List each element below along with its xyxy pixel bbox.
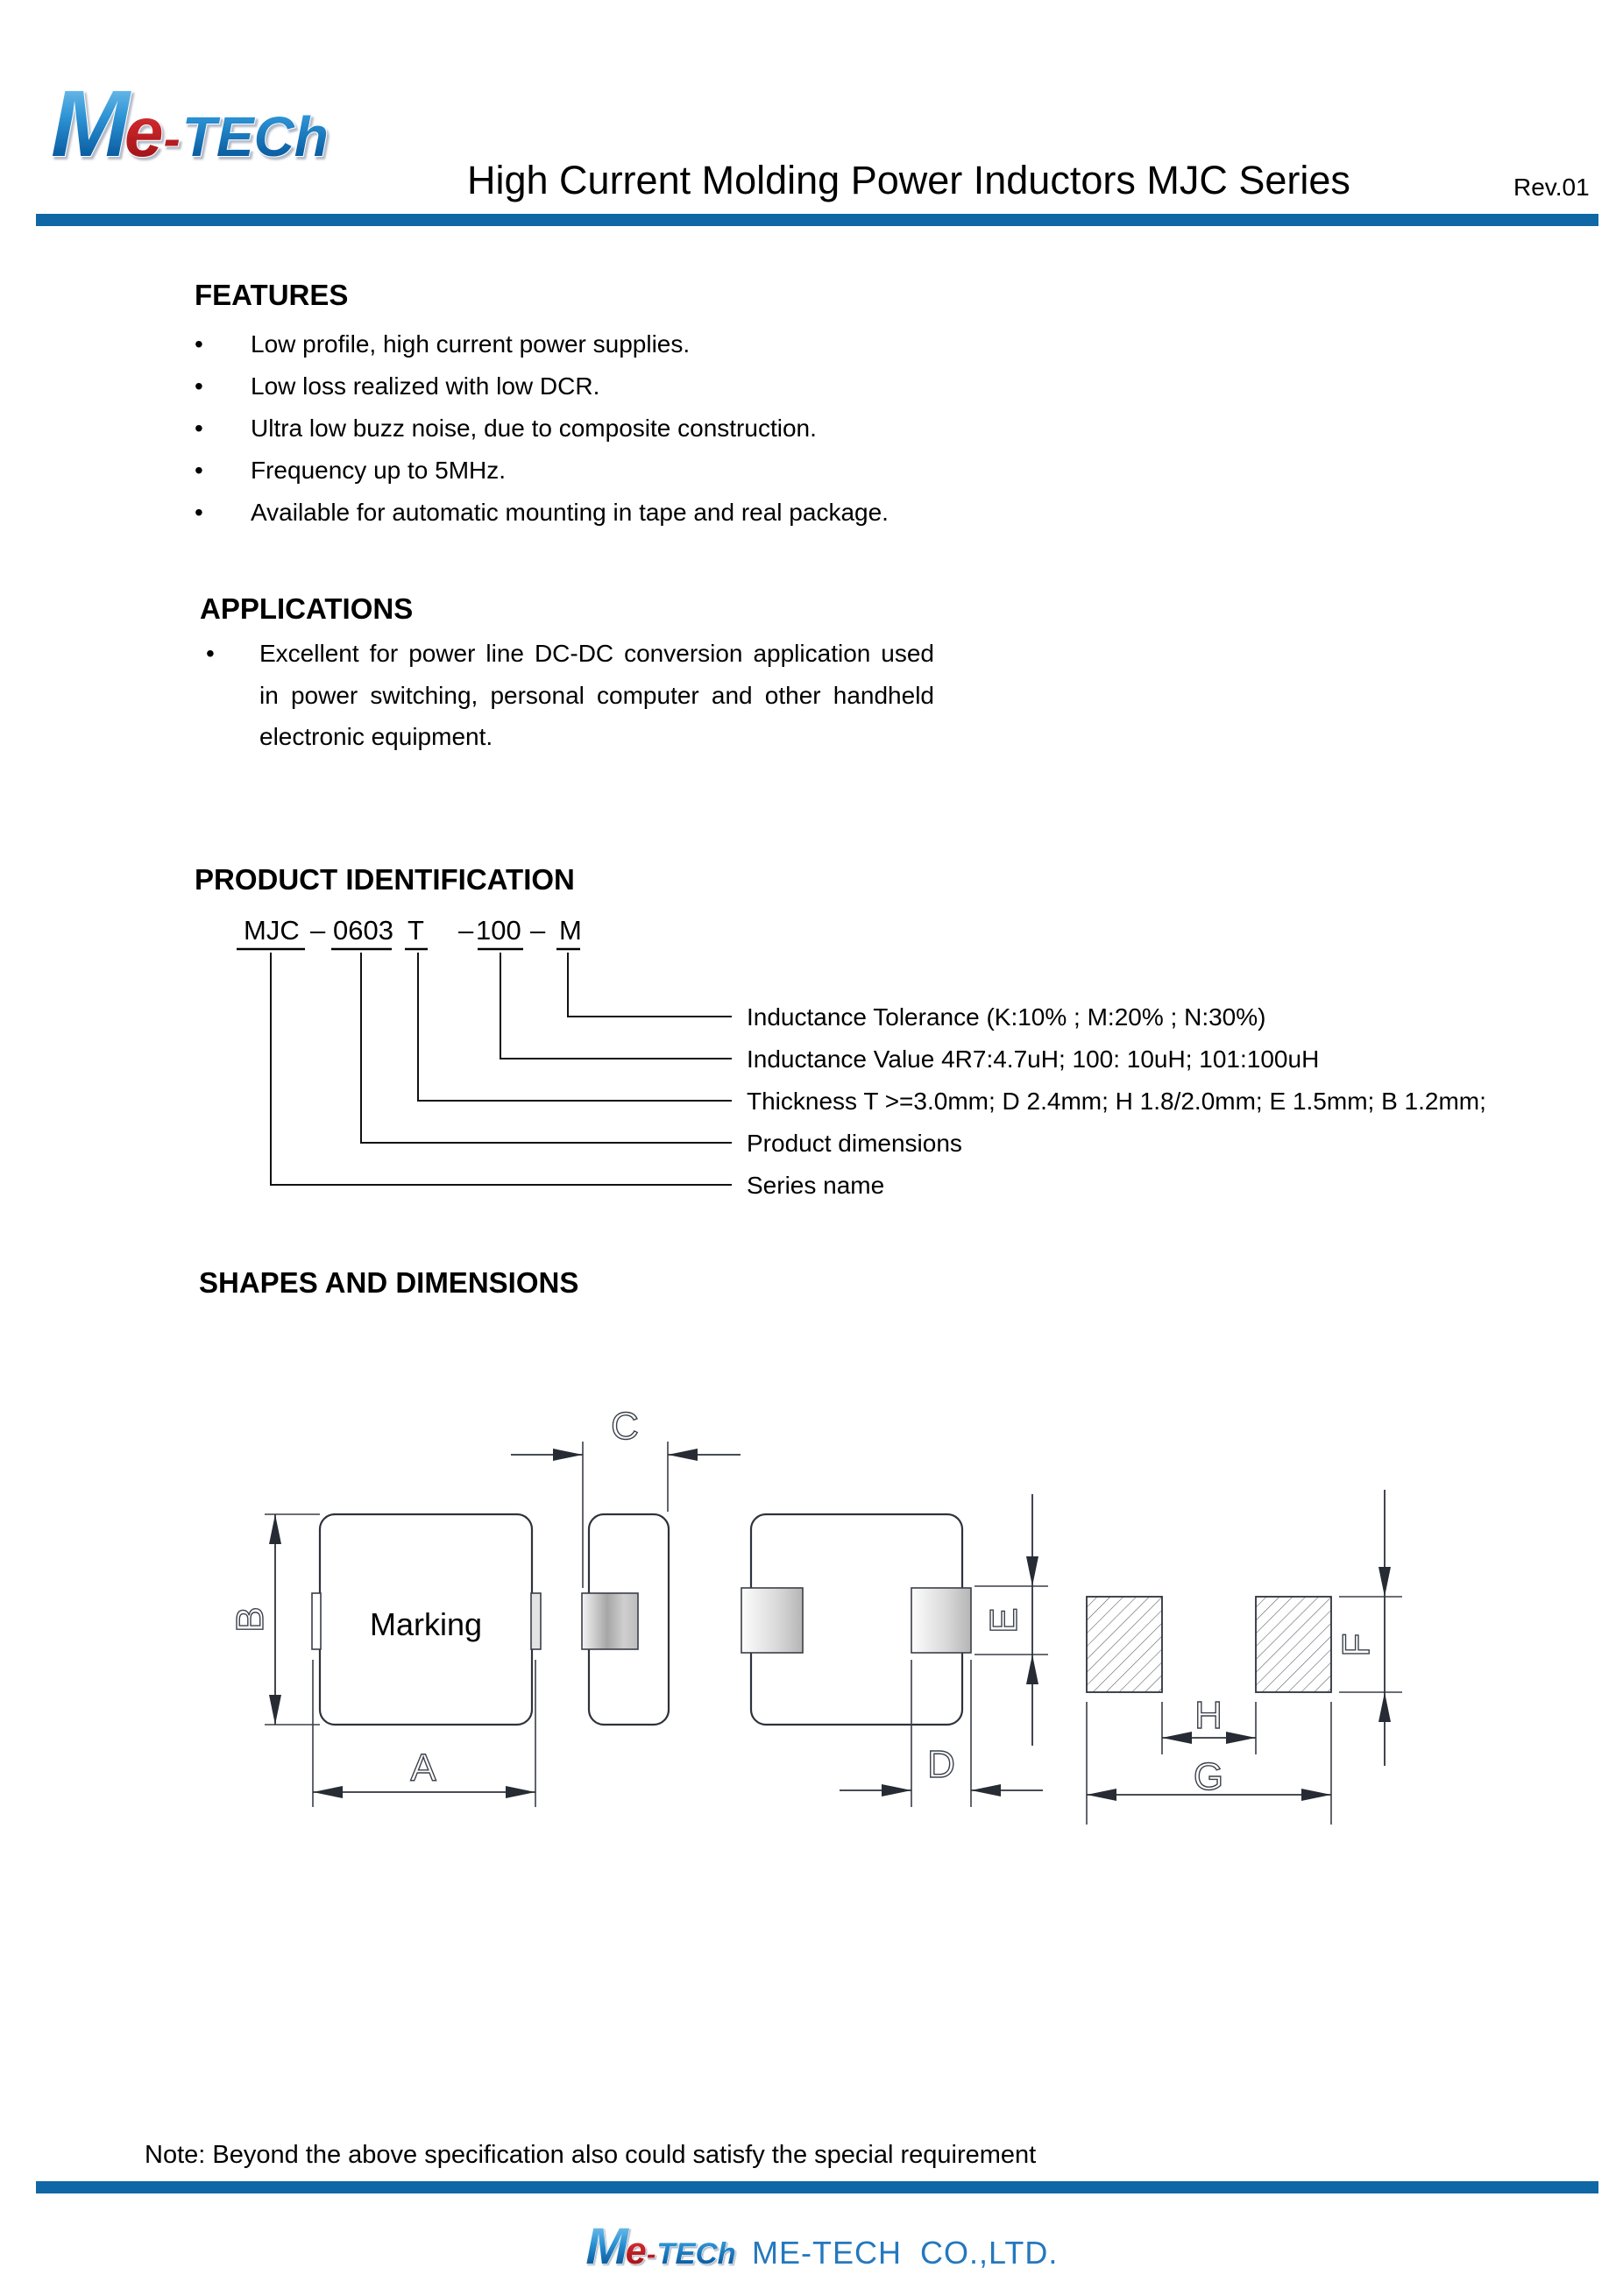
- dim-letter-c: C: [611, 1405, 639, 1448]
- logo-tech: TECh: [656, 2237, 736, 2271]
- product-id-diagram: [0, 894, 1623, 1209]
- arrowhead: [1378, 1567, 1391, 1597]
- connector-value: [500, 953, 732, 1059]
- dim-letter-h: H: [1194, 1694, 1223, 1737]
- part-label-value: Inductance Value 4R7:4.7uH; 100: 10uH; 101:100uH: [747, 1045, 1320, 1073]
- part-separator: –: [530, 915, 546, 946]
- part-separator: –: [310, 915, 326, 946]
- part-segment-tolerance: M: [559, 915, 582, 946]
- dim-letter-e: E: [982, 1607, 1025, 1633]
- logo-tech: TECh: [181, 105, 329, 168]
- feature-item: [195, 492, 917, 534]
- connector-tolerance: [568, 953, 732, 1017]
- logo-text: [51, 70, 329, 176]
- marking-label: Marking: [369, 1606, 483, 1642]
- logo-letter-m: M: [51, 70, 130, 176]
- bullet-icon: •: [195, 499, 203, 526]
- part-segment-series: MJC: [244, 915, 300, 946]
- logo-dash: -: [163, 110, 181, 167]
- bullet-icon: •: [195, 415, 203, 442]
- land-pad-right: [1256, 1597, 1331, 1692]
- arrowhead: [1087, 1789, 1116, 1801]
- part-segment-thickness: T: [408, 915, 424, 946]
- view-side: [511, 1405, 741, 1725]
- page-title: High Current Molding Power Inductors MJC Series: [467, 158, 1350, 202]
- arrowhead: [1226, 1732, 1256, 1744]
- part-separator: –: [458, 915, 474, 946]
- connector-thickness: [418, 953, 732, 1101]
- company-name: ME-TECH CO.,LTD.: [752, 2235, 1059, 2271]
- arrowhead: [269, 1514, 281, 1544]
- note-text: Note: Beyond the above specification also could satisfy the special requirement: [145, 2141, 1037, 2169]
- pad-right: [911, 1588, 971, 1653]
- feature-item: [195, 323, 917, 365]
- header-divider: [36, 214, 1598, 226]
- product-id-heading: PRODUCT IDENTIFICATION: [195, 863, 575, 896]
- feature-item: [195, 365, 917, 407]
- bullet-icon: •: [195, 457, 203, 484]
- dim-letter-b: B: [229, 1606, 272, 1633]
- shapes-heading: SHAPES AND DIMENSIONS: [199, 1266, 579, 1299]
- part-segment-value: 100: [476, 915, 521, 946]
- footer-logo-text: [585, 2218, 735, 2275]
- arrowhead: [1301, 1789, 1331, 1801]
- dim-letter-a: A: [410, 1747, 436, 1789]
- logo-letter-e: e: [625, 2230, 647, 2273]
- features-list: [195, 323, 917, 534]
- part-label-dimensions: Product dimensions: [747, 1130, 962, 1157]
- application-text: Excellent for power line DC-DC conversion application used in power switching, personal computer and other handheld electronic equipment.: [259, 640, 934, 750]
- pad-left: [741, 1588, 803, 1653]
- feature-item: [195, 407, 917, 450]
- arrowhead: [882, 1784, 911, 1796]
- arrowhead: [1162, 1732, 1192, 1744]
- part-label-thickness: Thickness T >=3.0mm; D 2.4mm; H 1.8/2.0mm; E 1.5mm; B 1.2mm;: [747, 1088, 1486, 1115]
- terminal-side: [582, 1593, 638, 1649]
- applications-list: [206, 633, 934, 758]
- bullet-icon: •: [195, 372, 203, 400]
- part-label-tolerance: Inductance Tolerance (K:10% ; M:20% ; N:30%): [747, 1003, 1266, 1031]
- feature-text: Frequency up to 5MHz.: [251, 457, 507, 484]
- terminal-left: [312, 1593, 321, 1649]
- land-pad-left: [1087, 1597, 1162, 1692]
- arrowhead: [668, 1449, 698, 1461]
- arrowhead: [506, 1786, 535, 1798]
- arrowhead: [1378, 1692, 1391, 1722]
- feature-text: Low loss realized with low DCR.: [251, 372, 600, 400]
- applications-heading: APPLICATIONS: [200, 592, 414, 625]
- feature-text: Available for automatic mounting in tape and real package.: [251, 499, 889, 526]
- connector-dimensions: [361, 953, 732, 1143]
- dim-letter-d: D: [927, 1743, 955, 1786]
- view-land-pattern: [1087, 1490, 1402, 1825]
- feature-text: Low profile, high current power supplies.: [251, 330, 691, 358]
- arrowhead: [971, 1784, 1001, 1796]
- arrowhead: [553, 1449, 583, 1461]
- arrowhead: [269, 1695, 281, 1725]
- logo-letter-m: M: [585, 2218, 629, 2276]
- feature-text: Ultra low buzz noise, due to composite construction.: [251, 415, 817, 442]
- bullet-icon: •: [195, 330, 203, 358]
- part-segment-size: 0603: [333, 915, 393, 946]
- revision-label: Rev.01: [1513, 174, 1590, 201]
- footer-divider: [36, 2181, 1598, 2193]
- footer-logo: [582, 2210, 743, 2282]
- dim-letter-f: F: [1335, 1633, 1378, 1657]
- application-item: [206, 633, 934, 758]
- feature-item: [195, 450, 917, 492]
- features-heading: FEATURES: [195, 279, 349, 311]
- terminal-right: [531, 1593, 541, 1649]
- arrowhead: [1026, 1655, 1038, 1684]
- part-label-series: Series name: [747, 1172, 885, 1199]
- logo-dash: -: [646, 2239, 656, 2271]
- view-top: [229, 1514, 541, 1807]
- arrowhead: [1026, 1556, 1038, 1586]
- view-bottom: [741, 1494, 1048, 1807]
- dimensions-diagram: [0, 1367, 1623, 1910]
- dim-letter-g: G: [1193, 1755, 1224, 1798]
- bullet-icon: •: [206, 640, 215, 667]
- brand-logo: [44, 58, 342, 189]
- logo-letter-e: e: [124, 93, 164, 171]
- arrowhead: [313, 1786, 343, 1798]
